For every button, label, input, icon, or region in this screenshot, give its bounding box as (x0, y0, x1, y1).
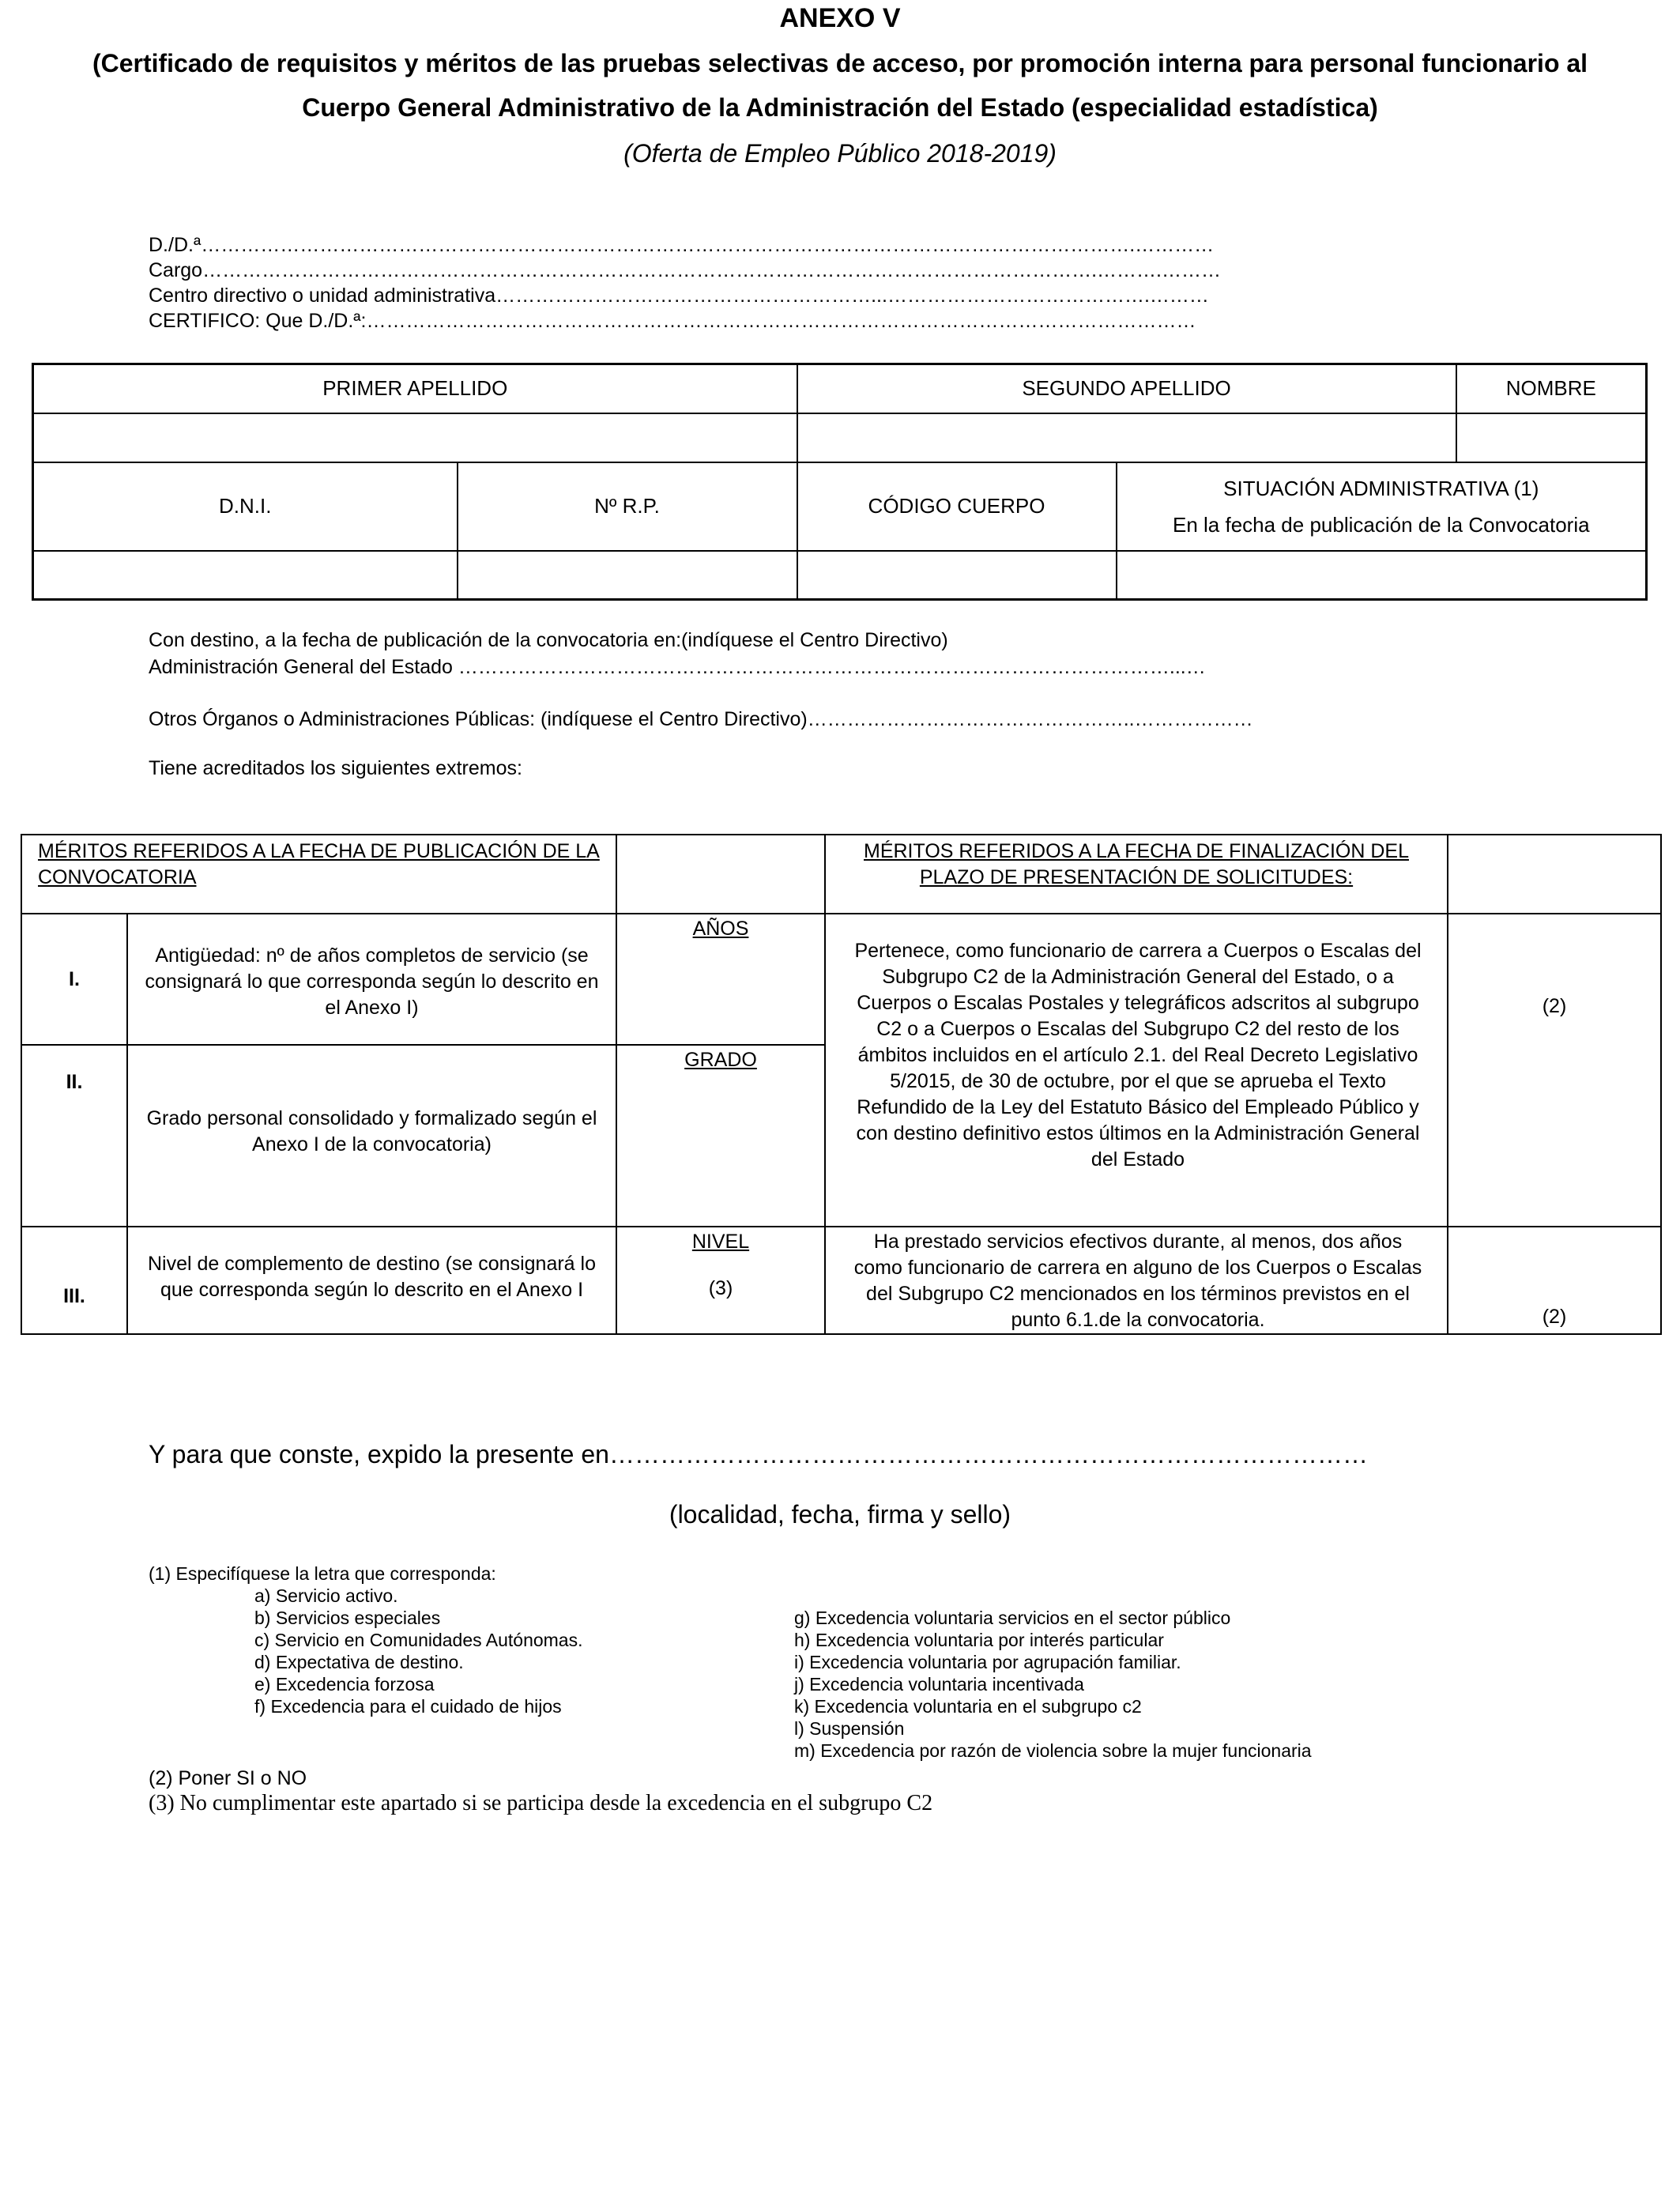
row-ii-grado-field[interactable] (616, 1045, 825, 1227)
footnote-1-item: g) Excedencia voluntaria servicios en el sector público (794, 1608, 1231, 1628)
primer-apellido-header: PRIMER APELLIDO (33, 364, 797, 413)
footnote-1-item: i) Excedencia voluntaria por agrupación familiar. (794, 1652, 1181, 1672)
merits-right-header (825, 835, 1448, 914)
footnote-1-item: c) Servicio en Comunidades Autónomas. (254, 1630, 583, 1650)
destino-age-line: Administración General del Estado ………………………………………………………………………………………………...… (149, 656, 1206, 678)
segundo-apellido-field[interactable] (797, 413, 1456, 462)
nivel-label: NIVEL (691, 1231, 750, 1253)
merits-left-value-header (616, 835, 825, 914)
row-i-anos-field[interactable] (616, 914, 825, 1045)
nrp-header: Nº R.P. (458, 462, 797, 551)
identification-table (32, 363, 1648, 601)
footnote-1-item: h) Excedencia voluntaria por interés particular (794, 1630, 1164, 1650)
nivel-note: (3) (708, 1277, 733, 1299)
footnote-1-item: j) Excedencia voluntaria incentivada (794, 1674, 1084, 1695)
nombre-header: NOMBRE (1456, 364, 1647, 413)
dni-field[interactable] (33, 551, 458, 600)
destino-otros-line: Otros Órganos o Administraciones Públicas: (indíquese el Centro Directivo)…………………………………………..……………… (149, 708, 1253, 730)
destino-intro: Con destino, a la fecha de publicación de la convocatoria en:(indíquese el Centro Directivo) (149, 629, 948, 651)
grado-label: GRADO (684, 1049, 757, 1071)
row-iii-nivel-field[interactable] (616, 1227, 825, 1334)
annex-subtitle-line-2: Cuerpo General Administrativo de la Administración del Estado (especialidad estadística) (302, 93, 1378, 122)
footnote-1-item: b) Servicios especiales (254, 1608, 441, 1628)
nombre-field[interactable] (1456, 413, 1647, 462)
certifier-cargo-line: Cargo……………………………………………………………………………………………………………………….……….……… (149, 259, 1221, 281)
merits-right-header-text: MÉRITOS REFERIDOS A LA FECHA DE FINALIZACIÓN DEL PLAZO DE PRESENTACIÓN DE SOLICITUDES: (864, 840, 1409, 888)
row-ii-text: Grado personal consolidado y formalizado según el Anexo I de la convocatoria) (127, 1045, 616, 1227)
anos-label: AÑOS (692, 918, 749, 940)
servicios-text: Ha prestado servicios efectivos durante, al menos, dos años como funcionario de carrera en alguno de los Cuerpos o Escalas del Subgrupo C2 mencionados en los términos previstos en el punto 6.1.de la convocatoria. (825, 1227, 1448, 1334)
footnote-1-item: d) Expectativa de destino. (254, 1652, 464, 1672)
merits-left-header (21, 835, 616, 914)
servicios-note: (2) (1448, 1227, 1661, 1334)
situacion-administrativa-header (1117, 462, 1647, 551)
situacion-administrativa-label: SITUACIÓN ADMINISTRATIVA (1) (1223, 476, 1539, 500)
footnote-1-intro: (1) Especifíquese la letra que corresponda: (149, 1563, 496, 1584)
codigo-cuerpo-header: CÓDIGO CUERPO (797, 462, 1117, 551)
merits-table (21, 834, 1662, 1335)
footnote-1-item: f) Excedencia para el cuidado de hijos (254, 1696, 562, 1717)
merits-right-value-header (1448, 835, 1661, 914)
annex-oferta: (Oferta de Empleo Público 2018-2019) (623, 139, 1057, 168)
annex-subtitle-line-1: (Certificado de requisitos y méritos de las pruebas selectivas de acceso, por promoción interna para personal funcionario al (92, 49, 1588, 77)
annex-title: ANEXO V (779, 3, 901, 33)
pertenece-note: (2) (1448, 914, 1661, 1227)
acreditados-line: Tiene acreditados los siguientes extremos: (149, 757, 522, 779)
primer-apellido-field[interactable] (33, 413, 797, 462)
row-iii-number: III. (21, 1227, 127, 1334)
footnote-1-item: a) Servicio activo. (254, 1585, 398, 1606)
row-ii-number: II. (21, 1045, 127, 1227)
footnote-1-item: m) Excedencia por razón de violencia sobre la mujer funcionaria (794, 1740, 1312, 1761)
situacion-administrativa-sublabel: En la fecha de publicación de la Convocatoria (1172, 512, 1590, 537)
footnote-3: (3) No cumplimentar este apartado si se participa desde la excedencia en el subgrupo C2 (149, 1791, 933, 1815)
footnote-1-item: k) Excedencia voluntaria en el subgrupo c2 (794, 1696, 1142, 1717)
closing-line: Y para que conste, expido la presente en……………………………………………………………………………… (149, 1440, 1368, 1468)
row-i-number: I. (21, 914, 127, 1045)
situacion-administrativa-field[interactable] (1117, 551, 1647, 600)
codigo-cuerpo-field[interactable] (797, 551, 1117, 600)
merits-left-header-text: MÉRITOS REFERIDOS A LA FECHA DE PUBLICACIÓN DE LA CONVOCATORIA (38, 840, 600, 888)
segundo-apellido-header: SEGUNDO APELLIDO (797, 364, 1456, 413)
footnote-1-item: e) Excedencia forzosa (254, 1674, 435, 1695)
certifier-name-line: D./D.ª…………………………………………………………………………………………………………………………….………… (149, 234, 1215, 256)
row-iii-text: Nivel de complemento de destino (se consignará lo que corresponda según lo descrito en el Anexo I (127, 1227, 616, 1334)
certifico-line: CERTIFICO: Que D./D.ª:……………………………………………………………………………………………………………… (149, 310, 1196, 332)
pertenece-text: Pertenece, como funcionario de carrera a Cuerpos o Escalas del Subgrupo C2 de la Administración General del Estado, o a Cuerpos o Escalas Postales y telegráficos adscritos al subgrupo C2 o a Cuerpos o Escalas del Subgrupo C2 del resto de los ámbitos incluidos en el artículo 2.1. del Real Decreto Legislativo 5/2015, de 30 de octubre, por el que se aprueba el Texto Refundido de la Ley del Estatuto Básico del Empleado Público y con destino definitivo estos últimos en la Administración General del Estado (825, 914, 1448, 1227)
certifier-centro-line: Centro directivo o unidad administrativa…………………………………………………...………………………………….……… (149, 285, 1209, 307)
nrp-field[interactable] (458, 551, 797, 600)
row-i-text: Antigüedad: nº de años completos de servicio (se consignará lo que corresponda según lo descrito en el Anexo I) (127, 914, 616, 1045)
footnote-2: (2) Poner SI o NO (149, 1767, 307, 1789)
footnote-1-item: l) Suspensión (794, 1718, 905, 1739)
closing-signature-hint: (localidad, fecha, firma y sello) (669, 1500, 1011, 1529)
dni-header: D.N.I. (33, 462, 458, 551)
